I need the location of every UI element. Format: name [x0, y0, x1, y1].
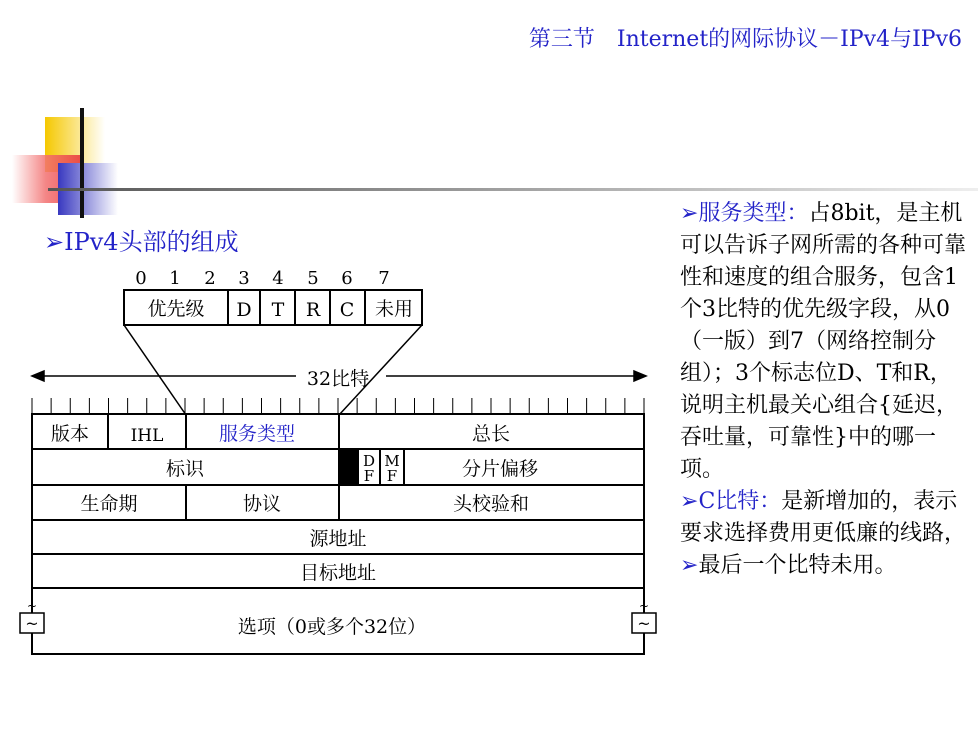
tos-t-label: T: [271, 299, 285, 321]
tos-precedence-label: 优先级: [147, 298, 205, 320]
tilde-mark-right: ~: [638, 599, 650, 613]
bit-number: 1: [169, 268, 181, 289]
bit-number: 3: [238, 268, 250, 289]
tilde-right: ~: [637, 614, 651, 633]
bit-number: 4: [272, 268, 284, 289]
field-ihl: IHL: [130, 426, 164, 446]
width-label: 32比特: [306, 368, 370, 390]
field-total-length: 总长: [471, 423, 511, 445]
tos-r-label: R: [305, 299, 321, 321]
field-fragment-offset: 分片偏移: [461, 458, 539, 480]
last-bit-body: 最后一个比特未用。: [698, 553, 897, 578]
bit-number: 7: [378, 268, 390, 289]
field-version: 版本: [50, 423, 90, 445]
tos-body: 占8bit，是主机可以告诉子网所需的各种可靠性和速度的组合服务，包含1个3比特的优先级字段，从0（一版）到7（网络控制分组）；3个标志位D、T和R，说明主机最关心组合{延迟，吞吐量，可靠性}中的哪一项。: [680, 201, 967, 482]
field-identification: 标识: [165, 458, 205, 480]
explanation-last-bit: [680, 550, 970, 582]
c-bit-body: 是新增加的，表示要求选择费用更低廉的线路，: [680, 489, 967, 546]
reserved-flag-cell: [340, 450, 358, 484]
tos-d-label: D: [236, 299, 252, 321]
field-header-checksum: 头校验和: [452, 493, 530, 515]
field-destination-address: 目标地址: [299, 562, 377, 584]
bit-number: 0: [135, 268, 147, 289]
field-protocol: 协议: [242, 493, 282, 515]
tos-heading: 服务类型：: [698, 201, 809, 226]
tos-unused-label: 未用: [374, 298, 414, 320]
field-options: 选项（0或多个32位）: [237, 616, 427, 638]
explanation-panel: [680, 198, 970, 582]
tilde-mark-left: ~: [26, 599, 38, 613]
df-flag-top: D: [362, 452, 376, 470]
subheading-label: IPv4头部的组成: [64, 228, 239, 256]
mf-flag-top: M: [384, 452, 400, 470]
bit-number: 2: [204, 268, 216, 289]
arrow-bullet-icon: ➢: [680, 489, 699, 514]
bit-number: 5: [307, 268, 319, 289]
arrow-bullet-icon: ➢: [680, 201, 699, 226]
field-ttl: 生命期: [80, 493, 138, 515]
slide-title: 第三节 Internet的网际协议－IPv4与IPv6: [528, 27, 962, 52]
field-source-address: 源地址: [309, 528, 367, 550]
mf-flag-bottom: F: [386, 467, 398, 485]
field-tos: 服务类型: [218, 423, 296, 445]
connector-line: [124, 325, 186, 415]
tilde-left: ~: [25, 614, 39, 633]
arrow-bullet-icon: ➢: [680, 553, 699, 578]
bit-ruler: [32, 398, 644, 414]
bit-number: 6: [341, 268, 353, 289]
df-flag-bottom: F: [363, 467, 375, 485]
explanation-c-bit: [680, 486, 970, 550]
tos-c-label: C: [339, 299, 355, 321]
arrow-bullet-icon: ➢: [44, 228, 65, 256]
c-bit-heading: C比特：: [698, 489, 782, 514]
explanation-tos: [680, 198, 970, 486]
